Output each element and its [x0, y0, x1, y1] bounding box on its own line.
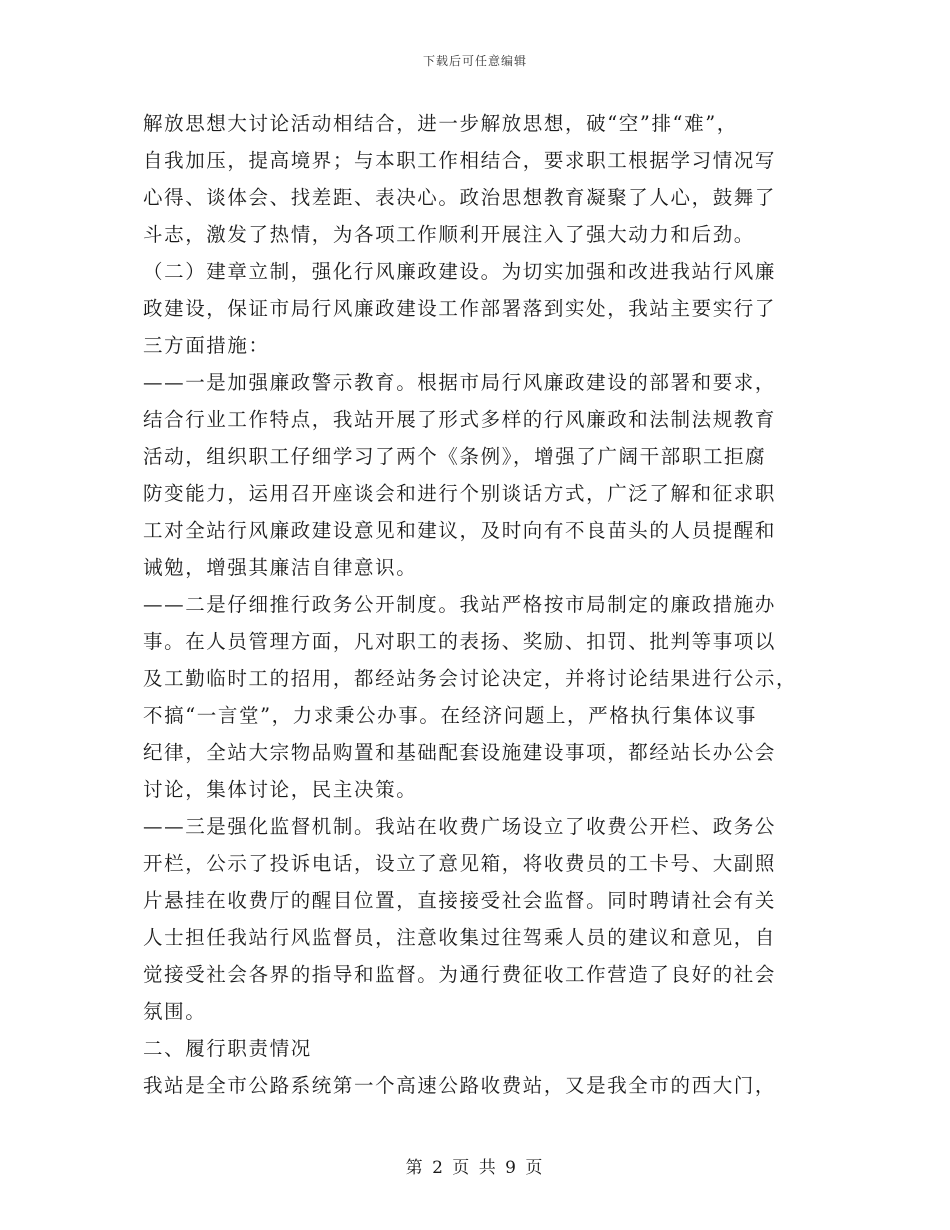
body-line: ——二是仔细推行政务公开制度。我站严格按市局制定的廉政措施办	[143, 593, 777, 616]
body-line: 开栏，公示了投诉电话，设立了意见箱，将收费员的工卡号、大副照	[143, 852, 777, 875]
page-footer: 第 2 页 共 9 页	[405, 1158, 545, 1178]
body-line: 结合行业工作特点，我站开展了形式多样的行风廉政和法制法规教育	[143, 408, 777, 431]
body-line: 觉接受社会各界的指导和监督。为通行费征收工作营造了良好的社会	[143, 963, 777, 986]
body-line: 片悬挂在收费厅的醒目位置，直接接受社会监督。同时聘请社会有关	[143, 889, 777, 912]
body-line: 及工勤临时工的招用，都经站务会讨论决定，并将讨论结果进行公示，	[143, 667, 798, 690]
document-body	[143, 105, 803, 1104]
body-line: 工对全站行风廉政建设意见和建议，及时向有不良苗头的人员提醒和	[143, 519, 777, 542]
body-line: 政建设，保证市局行风廉政建设工作部署落到实处，我站主要实行了	[143, 297, 777, 320]
body-line: 不搞“一言堂”，力求秉公办事。在经济问题上，严格执行集体议事	[143, 704, 757, 727]
body-line: ——三是强化监督机制。我站在收费广场设立了收费公开栏、政务公	[143, 815, 777, 838]
body-line: （二）建章立制，强化行风廉政建设。为切实加强和改进我站行风廉	[143, 260, 777, 283]
body-line: 事。在人员管理方面，凡对职工的表扬、奖励、扣罚、批判等事项以	[143, 630, 777, 653]
body-line: 防变能力，运用召开座谈会和进行个别谈话方式，广泛了解和征求职	[143, 482, 777, 505]
body-line: 诫勉，增强其廉洁自律意识。	[143, 556, 418, 579]
body-line: 解放思想大讨论活动相结合，进一步解放思想，破“空”排“难”，	[143, 112, 738, 135]
body-line: 讨论，集体讨论，民主决策。	[143, 778, 418, 801]
body-line: 我站是全市公路系统第一个高速公路收费站，又是我全市的西大门，	[143, 1074, 777, 1097]
body-line: 人士担任我站行风监督员，注意收集过往驾乘人员的建议和意见，自	[143, 926, 777, 949]
body-line: 活动，组织职工仔细学习了两个《条例》，增强了广阔干部职工拒腐	[143, 445, 767, 468]
body-line: ——一是加强廉政警示教育。根据市局行风廉政建设的部署和要求，	[143, 371, 777, 394]
body-line: 三方面措施：	[143, 334, 270, 357]
section-heading: 二、履行职责情况	[143, 1037, 312, 1060]
page-header: 下载后可任意编辑	[422, 54, 527, 68]
body-line: 心得、谈体会、找差距、表决心。政治思想教育凝聚了人心，鼓舞了	[143, 186, 777, 209]
body-line: 斗志，激发了热情，为各项工作顺利开展注入了强大动力和后劲。	[143, 223, 755, 246]
body-line: 纪律，全站大宗物品购置和基础配套设施建设事项，都经站长办公会	[143, 741, 777, 764]
body-line: 氛围。	[143, 1000, 207, 1023]
body-line: 自我加压，提高境界；与本职工作相结合，要求职工根据学习情况写	[143, 149, 777, 172]
